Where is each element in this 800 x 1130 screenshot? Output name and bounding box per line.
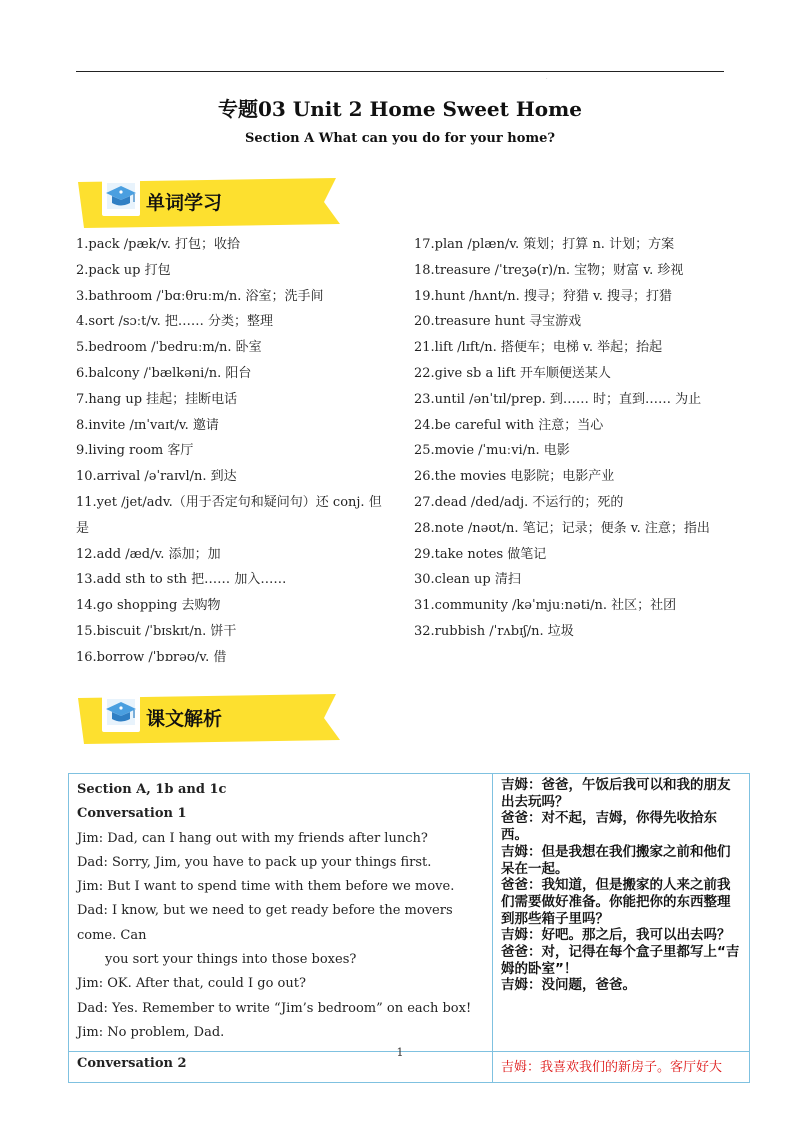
text-banner-label: 课文解析 xyxy=(146,708,223,730)
page-number: 1 xyxy=(396,1046,404,1059)
vocab-item: 14.go shopping 去购物 xyxy=(76,598,221,614)
vocab-item: 1.pack /pæk/v. 打包；收拾 xyxy=(76,237,241,252)
vocab-item: 17.plan /plæn/v. 策划；打算 n. 计划；方案 xyxy=(414,237,675,252)
vocab-item: 26.the movies 电影院；电影产业 xyxy=(414,469,615,485)
vocab-item: 23.until /ənˈtɪl/prep. 到…… 时；直到…… 为止 xyxy=(414,391,702,407)
vocab-item: 2.pack up 打包 xyxy=(76,262,171,278)
dialogue-line: Dad: Sorry, Jim, you have to pack up your things first. xyxy=(77,854,432,870)
vocab-item: 6.balcony /ˈbælkəni/n. 阳台 xyxy=(76,365,252,381)
vocab-item: 25.movie /ˈmuːvi/n. 电影 xyxy=(414,443,570,459)
translation-line: 吉姆：好吧。那之后，我可以出去吗？ xyxy=(501,927,731,944)
vocab-item: 7.hang up 挂起；挂断电话 xyxy=(76,391,238,407)
dialogue-line: Jim: But I want to spend time with them before we move. xyxy=(77,879,455,895)
vocab-item: 31.community /kəˈmjuːnəti/n. 社区；社团 xyxy=(414,598,677,614)
translation-line: 吉姆：没问题，爸爸。 xyxy=(501,977,636,994)
vocab-item: 32.rubbish /ˈrʌbɪʃ/n. 垃圾 xyxy=(414,623,574,639)
vocab-item: 8.invite /ɪnˈvaɪt/v. 邀请 xyxy=(76,417,219,433)
graduation-cap-icon xyxy=(100,690,144,736)
vocab-item: 22.give sb a lift 开车顺便送某人 xyxy=(414,365,611,381)
vocab-item: 28.note /nəʊt/n. 笔记；记录；便条 v. 注意；指出 xyxy=(414,520,710,536)
vocab-list-left xyxy=(76,232,388,671)
vocab-item: 30.clean up 清扫 xyxy=(414,572,521,588)
vocab-item: 19.hunt /hʌnt/n. 搜寻；狩猎 v. 搜寻；打猎 xyxy=(414,288,673,304)
header-mark: · xyxy=(546,76,548,82)
vocab-item: 16.borrow /ˈbɒrəʊ/v. 借 xyxy=(76,649,227,665)
chinese-translation-cell xyxy=(493,774,750,1052)
vocab-item: 10.arrival /əˈraɪvl/n. 到达 xyxy=(76,469,237,485)
page-title: 专题03 Unit 2 Home Sweet Home xyxy=(218,97,582,121)
page-subtitle: Section A What can you do for your home? xyxy=(244,131,556,146)
text-analysis-table xyxy=(68,773,750,1083)
vocab-banner-label: 单词学习 xyxy=(146,192,223,214)
translation-line: 爸爸：对不起，吉姆，你得先收拾东西。 xyxy=(501,810,717,844)
vocab-item: 20.treasure hunt 寻宝游戏 xyxy=(414,314,582,330)
translation-line: 爸爸：对，记得在每个盒子里都写上“吉姆的卧室”！ xyxy=(501,944,740,977)
vocab-item: 18.treasure /ˈtreʒə(r)/n. 宝物；财富 v. 珍视 xyxy=(414,262,684,278)
vocab-item: 4.sort /sɔːt/v. 把…… 分类；整理 xyxy=(76,314,273,330)
vocab-item: 24.be careful with 注意；当心 xyxy=(414,417,604,433)
translation-line-highlighted: 吉姆：我喜欢我们的新房子。客厅好大 xyxy=(493,1052,750,1083)
dialogue-line: Jim: No problem, Dad. xyxy=(77,1024,225,1040)
vocab-list-right xyxy=(414,232,734,645)
vocab-item: 21.lift /lɪft/n. 搭便车；电梯 v. 举起；抬起 xyxy=(414,340,663,356)
dialogue-line: you sort your things into those boxes? xyxy=(105,952,357,968)
header-rule xyxy=(76,71,724,72)
translation-line: 吉姆：但是我想在我们搬家之前和他们呆在一起。 xyxy=(501,843,731,877)
vocab-banner xyxy=(78,178,340,228)
conversation-heading: Conversation 1 xyxy=(77,806,187,822)
translation-line: 吉姆：爸爸，午饭后我可以和我的朋友出去玩吗？ xyxy=(501,777,731,810)
vocab-item: 5.bedroom /ˈbedruːm/n. 卧室 xyxy=(76,340,262,356)
translation-line: 爸爸：我知道，但是搬家的人来之前我们需要做好准备。你能把你的东西整理到那些箱子里吗？ xyxy=(501,877,731,927)
dialogue-line: Jim: Dad, can I hang out with my friends after lunch? xyxy=(77,830,428,846)
vocab-item: 3.bathroom /ˈbɑːθruːm/n. 浴室；洗手间 xyxy=(76,288,324,304)
vocab-item: 15.biscuit /ˈbɪskɪt/n. 饼干 xyxy=(76,623,237,639)
conversation-heading: Conversation 2 xyxy=(69,1052,493,1083)
dialogue-line: Dad: I know, but we need to get ready before the movers come. Can xyxy=(77,903,453,943)
graduation-cap-icon xyxy=(100,174,144,220)
dialogue-line: Jim: OK. After that, could I go out? xyxy=(77,976,306,992)
section-heading: Section A, 1b and 1c xyxy=(77,782,227,797)
vocab-item: 11.yet /jet/adv.（用于否定句和疑问句）还 conj. 但是 xyxy=(76,494,382,536)
vocab-item: 13.add sth to sth 把…… 加入…… xyxy=(76,572,287,588)
english-text-cell xyxy=(69,774,493,1052)
text-banner xyxy=(78,694,340,744)
vocab-item: 9.living room 客厅 xyxy=(76,443,194,459)
vocab-item: 29.take notes 做笔记 xyxy=(414,546,547,562)
table-row xyxy=(69,774,750,1052)
vocab-item: 12.add /æd/v. 添加；加 xyxy=(76,546,221,562)
dialogue-line: Dad: Yes. Remember to write “Jim’s bedroom” on each box! xyxy=(77,1000,472,1016)
vocab-item: 27.dead /ded/adj. 不运行的；死的 xyxy=(414,494,624,510)
